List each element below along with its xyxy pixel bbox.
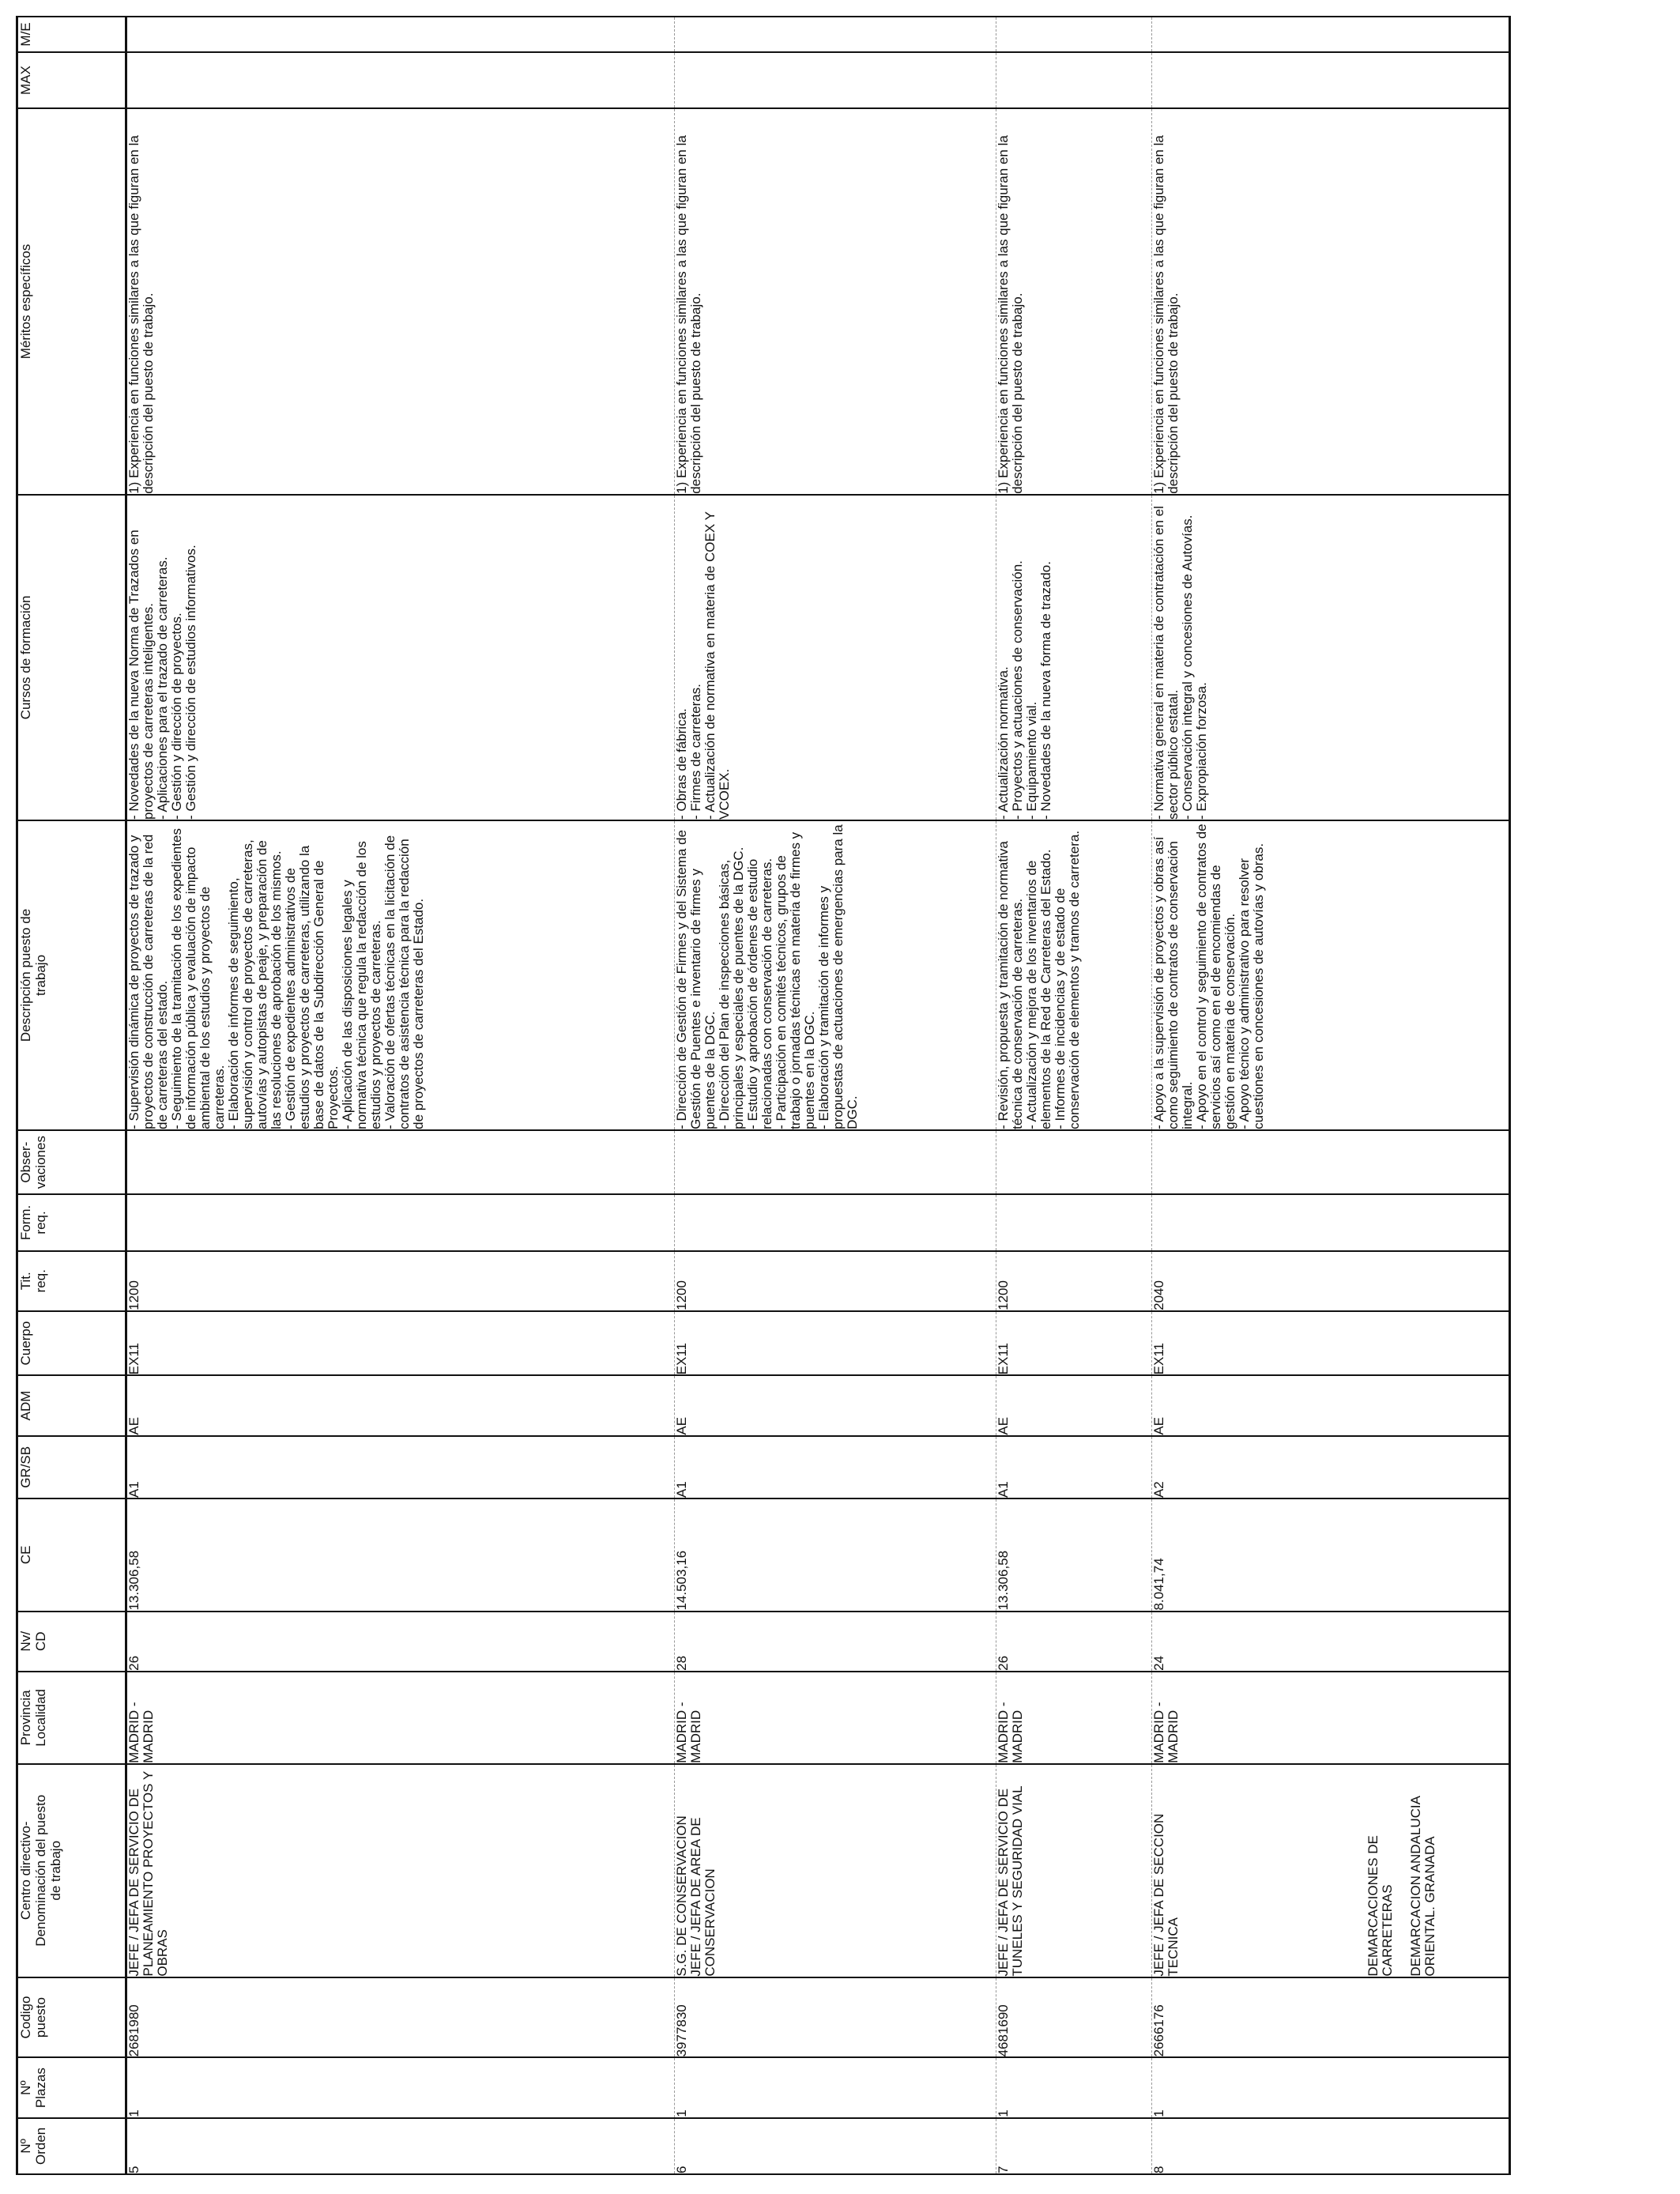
cell-grupo: A1 [126, 1436, 675, 1498]
cell-tit: 1200 [996, 1251, 1152, 1311]
cell-grupo: A1 [996, 1436, 1152, 1498]
cell-centro [1151, 1764, 1509, 1977]
header-grupo: GR/SB [17, 1436, 126, 1498]
cell-provincia: MADRID - MADRID [674, 1672, 996, 1764]
cell-grupo: A2 [1151, 1436, 1509, 1498]
centro-denominacion: JEFE / JEFA DE SERVICIO DE PLANEAMIENTO PROYECTOS Y OBRAS [126, 1771, 170, 1977]
cell-plazas: 1 [126, 2057, 675, 2117]
cell-descripcion: - Revisión, propuesta y tramitación de normativa técnica de conservación de carreteras. - Actualización y mejora de los inventarios de elementos de la Red de Carreteras del Estado. - Informes de incidencias y de estado de conservación de elementos y tramos de carretera. [996, 820, 1152, 1130]
header-plazas: Nº Plazas [17, 2057, 126, 2117]
cell-cuerpo: EX11 [126, 1311, 675, 1375]
cell-tit: 1200 [126, 1251, 675, 1311]
cell-ce: 14.503,16 [674, 1498, 996, 1612]
cell-ce: 13.306,58 [126, 1498, 675, 1612]
cell-max [674, 52, 996, 108]
cell-codigo: 4681690 [996, 1977, 1152, 2058]
table-row [674, 17, 996, 2174]
cell-me [1151, 17, 1509, 52]
cell-orden: 7 [996, 2118, 1152, 2174]
cell-cuerpo: EX11 [674, 1311, 996, 1375]
cell-form [1151, 1194, 1509, 1250]
header-form: Form. req. [17, 1194, 126, 1250]
header-obs: Obser- vaciones [17, 1130, 126, 1194]
cell-provincia: MADRID - MADRID [1151, 1672, 1509, 1764]
cell-nivel: 28 [674, 1612, 996, 1672]
cell-adm: AE [996, 1375, 1152, 1435]
cell-provincia: MADRID - MADRID [996, 1672, 1152, 1764]
cell-provincia: MADRID - MADRID [126, 1672, 675, 1764]
cell-tit: 1200 [674, 1251, 996, 1311]
cell-obs [126, 1130, 675, 1194]
cell-orden: 6 [674, 2118, 996, 2174]
cell-nivel: 24 [1151, 1612, 1509, 1672]
cell-max [1151, 52, 1509, 108]
header-cuerpo: Cuerpo [17, 1311, 126, 1375]
centro-denominacion: JEFE / JEFA DE SECCION TECNICA [1151, 1813, 1181, 1977]
cell-max [126, 52, 675, 108]
cell-nivel: 26 [996, 1612, 1152, 1672]
cell-tit: 2040 [1151, 1251, 1509, 1311]
header-cursos: Cursos de formación [17, 495, 126, 820]
cell-ce: 8.041,74 [1151, 1498, 1509, 1612]
cell-cursos: - Obras de fábrica. - Firmes de carreteras. - Actualización de normativa en materia de COEX Y VCOEX. [674, 495, 996, 820]
header-meritos: Méritos específicos [17, 108, 126, 495]
cell-ce: 13.306,58 [996, 1498, 1152, 1612]
cell-plazas: 1 [996, 2057, 1152, 2117]
header-tit: Tit. req. [17, 1251, 126, 1311]
cell-plazas: 1 [674, 2057, 996, 2117]
cell-orden: 5 [126, 2118, 675, 2174]
cell-adm: AE [1151, 1375, 1509, 1435]
cell-meritos: 1) Experiencia en funciones similares a las que figuran en la descripción del puesto de trabajo. [1151, 108, 1509, 495]
cell-meritos: 1) Experiencia en funciones similares a las que figuran en la descripción del puesto de trabajo. [674, 108, 996, 495]
centro-sub-label: DEMARCACION ANDALUCIA ORIENTAL. GRANADA [1407, 1796, 1437, 1977]
cell-centro [996, 1764, 1152, 1977]
cell-centro [126, 1764, 675, 1977]
cell-cursos: - Actualización normativa. - Proyectos y actuaciones de conservación. - Equipamiento vial. - Novedades de la nueva forma de trazado. [996, 495, 1152, 820]
cell-me [126, 17, 675, 52]
header-row [17, 17, 126, 2174]
cell-obs [996, 1130, 1152, 1194]
cell-cursos: - Novedades de la nueva Norma de Trazados en proyectos de carreteras inteligentes. - Aplicaciones para el trazado de carreteras. - Gestión y dirección de proyectos. - Gestión y dirección de estudios informativos. [126, 495, 675, 820]
centro-directivo-label: S.G. DE CONSERVACION [673, 1815, 689, 1977]
cell-obs [674, 1130, 996, 1194]
centro-denominacion: JEFE / JEFA DE SERVICIO DE TUNELES Y SEGURIDAD VIAL [996, 1785, 1026, 1977]
job-positions-table [16, 16, 1511, 2175]
cell-nivel: 26 [126, 1612, 675, 1672]
cell-form [674, 1194, 996, 1250]
cell-max [996, 52, 1152, 108]
cell-descripcion: - Apoyo a la supervisión de proyectos y obras así como seguimiento de contratos de conservación integral. - Apoyo en el control y seguimiento de contratos de servicios así como en el de encomiendas de gestión en materia de conservación. - Apoyo técnico y administrativo para resolver cuestiones en concesiones de autovías y obras. [1151, 820, 1509, 1130]
centro-directivo-label: DEMARCACIONES DE CARRETERAS [1365, 1835, 1395, 1977]
cell-obs [1151, 1130, 1509, 1194]
header-provincia: Provincia Localidad [17, 1672, 126, 1764]
header-centro: Centro directivo- Denominación del puesto de trabajo [17, 1764, 126, 1977]
cell-adm: AE [674, 1375, 996, 1435]
cell-form [126, 1194, 675, 1250]
header-nivel: Nv/ CD [17, 1612, 126, 1672]
cell-grupo: A1 [674, 1436, 996, 1498]
cell-cuerpo: EX11 [996, 1311, 1152, 1375]
cell-descripcion: - Supervisión dinámica de proyectos de trazado y proyectos de construcción de carreteras de la red de carreteras del estado. - Seguimiento de la tramitación de los expedientes de información pública y evaluación de impacto ambiental de los estudios y proyectos de carreteras. - Elaboración de informes de seguimiento, supervisión y control de proyectos de carreteras, autovías y autopistas de peaje, y preparación de las resoluciones de aprobación de los mismos. - Gestión de expedientes administrativos de estudios y proyectos de carreteras, utilizando la base de datos de la Subdirección General de Proyectos. - Aplicación de las disposiciones legales y normativa técnica que regula la redacción de los estudios y proyectos de carreteras. - Valoración de ofertas técnicas en la licitación de contratos de asistencia técnica para la redacción de proyectos de carreteras del Estado. [126, 820, 675, 1130]
header-descripcion: Descripción puesto de trabajo [17, 820, 126, 1130]
cell-form [996, 1194, 1152, 1250]
cell-meritos: 1) Experiencia en funciones similares a las que figuran en la descripción del puesto de trabajo. [126, 108, 675, 495]
table-row [1151, 17, 1509, 2174]
cell-cuerpo: EX11 [1151, 1311, 1509, 1375]
cell-codigo: 2681980 [126, 1977, 675, 2058]
header-me: M/E [17, 17, 126, 52]
header-max: MAX [17, 52, 126, 108]
cell-plazas: 1 [1151, 2057, 1509, 2117]
table-row [126, 17, 675, 2174]
cell-centro [674, 1764, 996, 1977]
cell-orden: 8 [1151, 2118, 1509, 2174]
cell-me [674, 17, 996, 52]
centro-denominacion: JEFE / JEFA DE AREA DE CONSERVACION [687, 1817, 718, 1977]
cell-cursos: - Normativa general en materia de contratación en el sector público estatal. - Conservación integral y concesiones de Autovías. - Expropiación forzosa. [1151, 495, 1509, 820]
cell-adm: AE [126, 1375, 675, 1435]
cell-codigo: 3977830 [674, 1977, 996, 2058]
header-ce: CE [17, 1498, 126, 1612]
header-orden: Nº Orden [17, 2118, 126, 2174]
cell-descripcion: - Dirección de Gestión de Firmes y del Sistema de Gestión de Puentes e inventario de firmes y puentes de la DGC. - Dirección del Plan de inspecciones básicas, principales y especiales de puentes de la DGC. - Estudio y aprobación de órdenes de estudio relacionadas con conservación de carreteras. - Participación en comités técnicos, grupos de trabajo o jornadas técnicas en materia de firmes y puentes en la DGC. - Elaboración y tramitación de informes y propuestas de actuaciones de emergencias para la DGC. [674, 820, 996, 1130]
header-codigo: Codigo puesto [17, 1977, 126, 2058]
cell-meritos: 1) Experiencia en funciones similares a las que figuran en la descripción del puesto de trabajo. [996, 108, 1152, 495]
table-row [996, 17, 1152, 2174]
cell-codigo: 2666176 [1151, 1977, 1509, 2058]
cell-me [996, 17, 1152, 52]
header-adm: ADM [17, 1375, 126, 1435]
